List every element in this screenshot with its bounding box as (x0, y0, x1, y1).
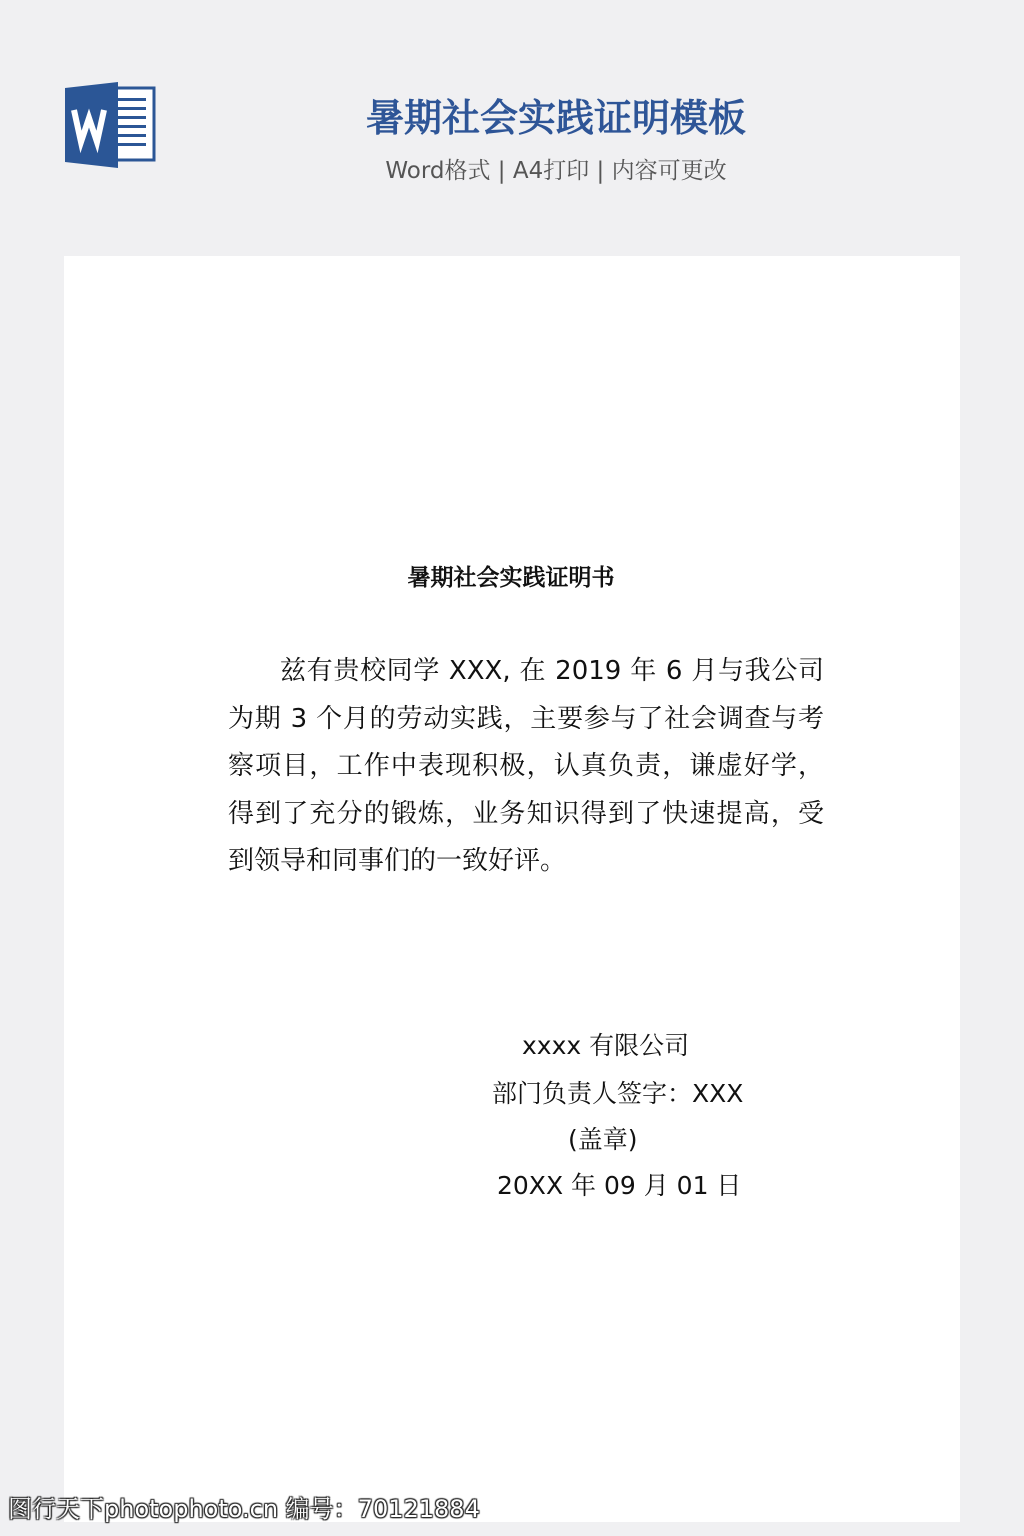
page-subtitle: Word格式 | A4打印 | 内容可更改 (385, 158, 727, 184)
document-title: 暑期社会实践证明书 (407, 565, 615, 591)
document-body: 兹有贵校同学 XXX, 在 2019 年 6 月与我公司为期 3 个月的劳动实践，主要参与了社会调查与考察项目，工作中表现积极，认真负责，谦虚好学，得到了充分的锻炼，业务知识得到了快速提高，受到领导和同事们的一致好评。 (228, 656, 824, 876)
document-page (64, 256, 960, 1522)
signature-company: xxxx 有限公司 (522, 1031, 690, 1060)
watermark: 图行天下photophoto.cn 编号：70121884 (8, 1495, 480, 1523)
signature-seal: (盖章) (568, 1125, 638, 1154)
page-title: 暑期社会实践证明模板 (365, 96, 746, 140)
signature-date: 20XX 年 09 月 01 日 (497, 1171, 742, 1200)
signature-person: 部门负责人签字：XXX (492, 1079, 744, 1108)
word-document-icon (62, 82, 158, 168)
